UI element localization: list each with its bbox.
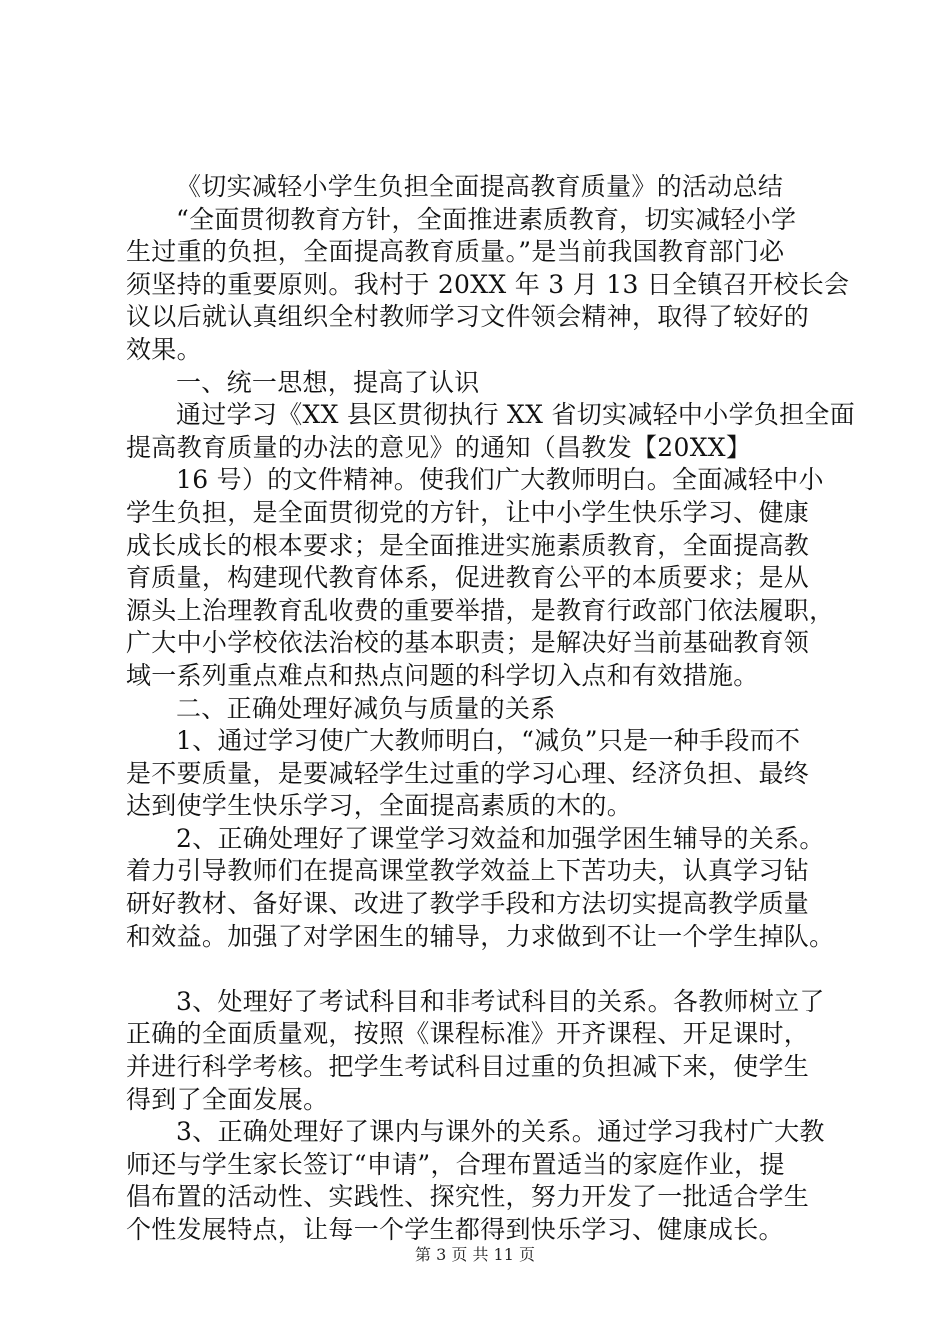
paragraph-line: 并进行科学考核。把学生考试科目过重的负担减下来，使学生 (126, 1052, 810, 1082)
paragraph-line: “全面贯彻教育方针，全面推进素质教育，切实减轻小学 (176, 204, 797, 234)
paragraph-line: 域一系列重点难点和热点问题的科学切入点和有效措施。 (126, 660, 759, 690)
paragraph-line: 广大中小学校依法治校的基本职责；是解决好当前基础教育领 (126, 628, 810, 658)
paragraph-line: 3、处理好了考试科目和非考试科目的关系。各教师树立了 (176, 986, 825, 1016)
paragraph-line: 提高教育质量的办法的意见》的通知（昌教发【20XX】 (126, 432, 752, 462)
paragraph-line: 倡布置的活动性、实践性、探究性，努力开发了一批适合学生 (126, 1182, 810, 1212)
paragraph-line: 议以后就认真组织全村教师学习文件领会精神，取得了较好的 (126, 302, 810, 332)
paragraph-line: 3、正确处理好了课内与课外的关系。通过学习我村广大教 (176, 1117, 825, 1147)
paragraph-line: 源头上治理教育乱收费的重要举措，是教育行政部门依法履职， (126, 595, 835, 625)
paragraph-line: 个性发展特点，让每一个学生都得到快乐学习、健康成长。 (126, 1215, 784, 1244)
paragraph-line: 生过重的负担，全面提高教育质量。”是当前我国教育部门必 (126, 237, 785, 267)
paragraph-line: 《切实减轻小学生负担全面提高教育质量》的活动总结 (176, 172, 784, 201)
paragraph-line: 正确的全面质量观，按照《课程标准》开齐课程、开足课时， (126, 1019, 810, 1049)
paragraph-line: 2、正确处理好了课堂学习效益和加强学困生辅导的关系。 (176, 823, 825, 853)
paragraph-line: 着力引导教师们在提高课堂教学效益上下苦功夫，认真学习钻 (126, 856, 810, 886)
paragraph-line: 得到了全面发展。 (126, 1084, 329, 1114)
paragraph-line: 16 号）的文件精神。使我们广大教师明白。全面减轻中小 (176, 465, 824, 495)
paragraph-line: 须坚持的重要原则。我村于 20XX 年 3 月 13 日全镇召开校长会 (126, 269, 850, 299)
page-footer: 第 3 页 共 11 页 (415, 1245, 535, 1264)
paragraph-line: 1、通过学习使广大教师明白，“减负”只是一种手段而不 (176, 726, 801, 756)
paragraph-line: 效果。 (126, 334, 202, 364)
paragraph-line: 师还与学生家长签订“申请”，合理布置适当的家庭作业，提 (126, 1149, 785, 1179)
paragraph-line: 研好教材、备好课、改进了教学手段和方法切实提高教学质量 (126, 889, 810, 919)
paragraph-line: 是不要质量，是要减轻学生过重的学习心理、经济负担、最终 (126, 758, 810, 788)
blank-line (126, 953, 850, 986)
paragraph-line: 成长成长的根本要求；是全面推进实施素质教育，全面提高教 (126, 530, 810, 560)
paragraph-line: 二、正确处理好减负与质量的关系 (176, 693, 556, 723)
paragraph-line: 和效益。加强了对学困生的辅导，力求做到不让一个学生掉队。 (126, 921, 835, 951)
paragraph-line: 通过学习《XX 县区贯彻执行 XX 省切实减轻中小学负担全面 (176, 400, 856, 430)
paragraph-line: 育质量，构建现代教育体系，促进教育公平的本质要求；是从 (126, 563, 810, 593)
paragraph-line: 学生负担，是全面贯彻党的方针，让中小学生快乐学习、健康 (126, 497, 810, 527)
paragraph-line: 一、统一思想，提高了认识 (176, 367, 480, 397)
document-body (126, 171, 856, 1247)
paragraph-line: 达到使学生快乐学习，全面提高素质的木的。 (126, 791, 633, 821)
